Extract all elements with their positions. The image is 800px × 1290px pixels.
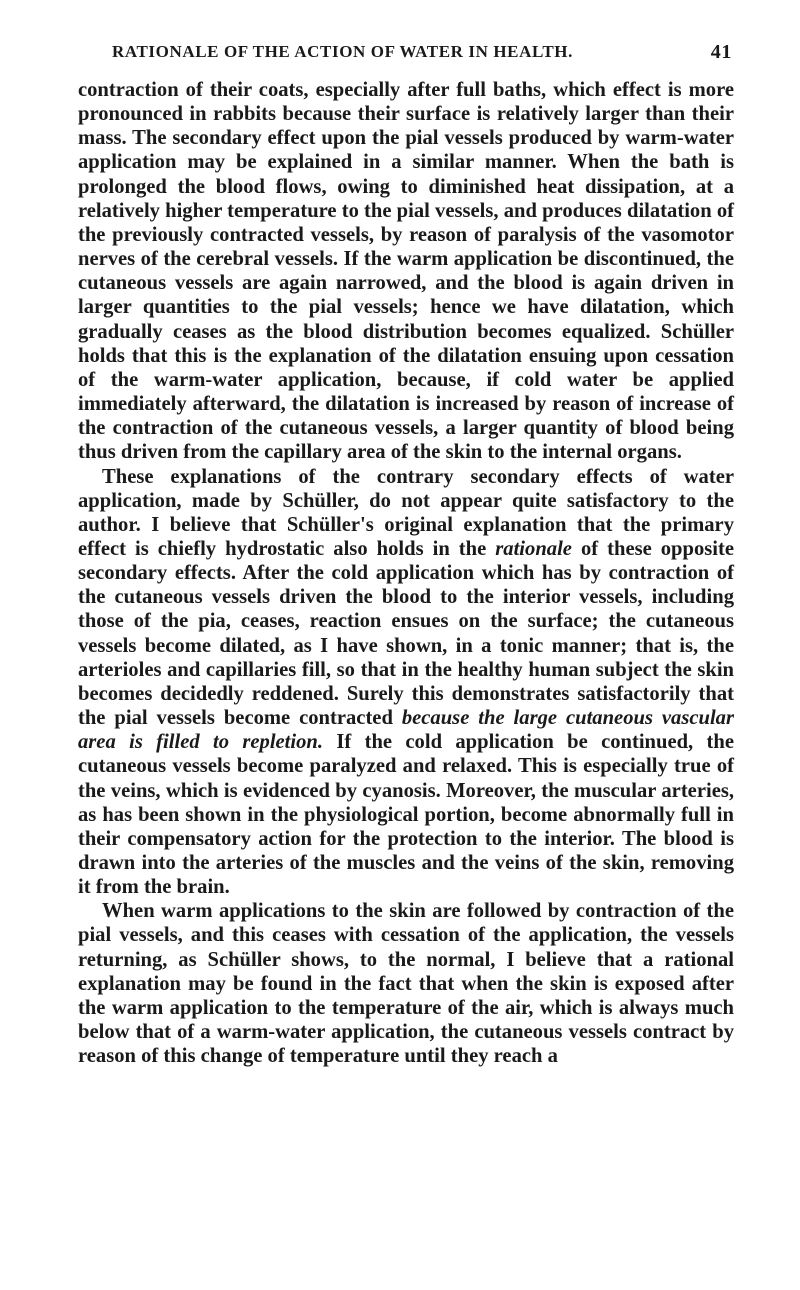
paragraph-text: contraction of their coats, especially after full baths, which effect is more pronounced in rabbits because their surface is relatively larger than their mass. The secondary effect upon the pial vessels produced by warm-water application may be explained in a similar manner. When the bath is prolonged the blood flows, owing to diminished heat dissipation, at a relatively higher temperature to the pial vessels, and produces dilatation of the previously contracted vessels, by reason of paralysis of the vasomotor nerves of the cerebral vessels. If the warm application be discontinued, the cutaneous vessels are again narrowed, and the blood is again driven in larger quantities to the pial vessels; hence we have dilatation, which gradually ceases as the blood distribution becomes equalized. Schüller holds that this is the explanation of the dilatation ensuing upon cessation of the warm-water application, because, if cold water be applied immediately afterward, the dilatation is increased by reason of increase of the contraction of the cutaneous vessels, a larger quantity of blood being thus driven from the capillary area of the skin to the internal organs. [78,79,734,464]
paragraph-text: These explanations of the contrary secondary effects of water application, made by Schüller, do not appear quite satisfactory to the author. I believe that Schüller's original explanation that the primary effect is chiefly hydrostatic also holds in the [78,465,734,560]
paragraph-text: of these opposite secondary effects. After the cold application which has by contraction of the cutaneous vessels driven the blood to the interior vessels, including those of the pia, ceases, reaction ensues on the surface; the cutaneous vessels become dilated, as I have shown, in a tonic manner; that is, the arterioles and capillaries fill, so that in the healthy human subject the skin becomes decidedly reddened. Surely this demonstrates satisfactorily that the pial vessels become contracted [78,537,734,730]
paragraph-text: If the cold application be continued, the cutaneous vessels become paralyzed and relaxed. This is especially true of the veins, which is evidenced by cyanosis. Moreover, the muscular arteries, as has been shown in the physiological portion, become abnormally full in their compensatory action for the protection to the interior. The blood is drawn into the arteries of the muscles and the veins of the skin, removing it from the brain. [78,731,734,899]
body-text [78,78,734,1068]
italic-emphasis: because the large cutaneous vascular area is filled to repletion. [78,707,734,754]
running-header [112,38,732,66]
paragraph-3 [78,899,734,1068]
page-number: 41 [710,41,732,63]
paragraph-2 [78,465,734,900]
running-title: RATIONALE OF THE ACTION OF WATER IN HEALTH. [112,42,573,61]
italic-term-rationale: rationale [495,537,572,560]
paragraph-text: When warm applications to the skin are followed by contraction of the pial vessels, and this ceases with cessation of the application, the vessels returning, as Schüller shows, to the normal, I believe that a rational explanation may be found in the fact that when the skin is exposed after the warm application to the temperature of the air, which is always much below that of a warm-water application, the cutaneous vessels contract by reason of this change of temperature until they reach a [78,900,734,1068]
paragraph-1 [78,78,734,465]
